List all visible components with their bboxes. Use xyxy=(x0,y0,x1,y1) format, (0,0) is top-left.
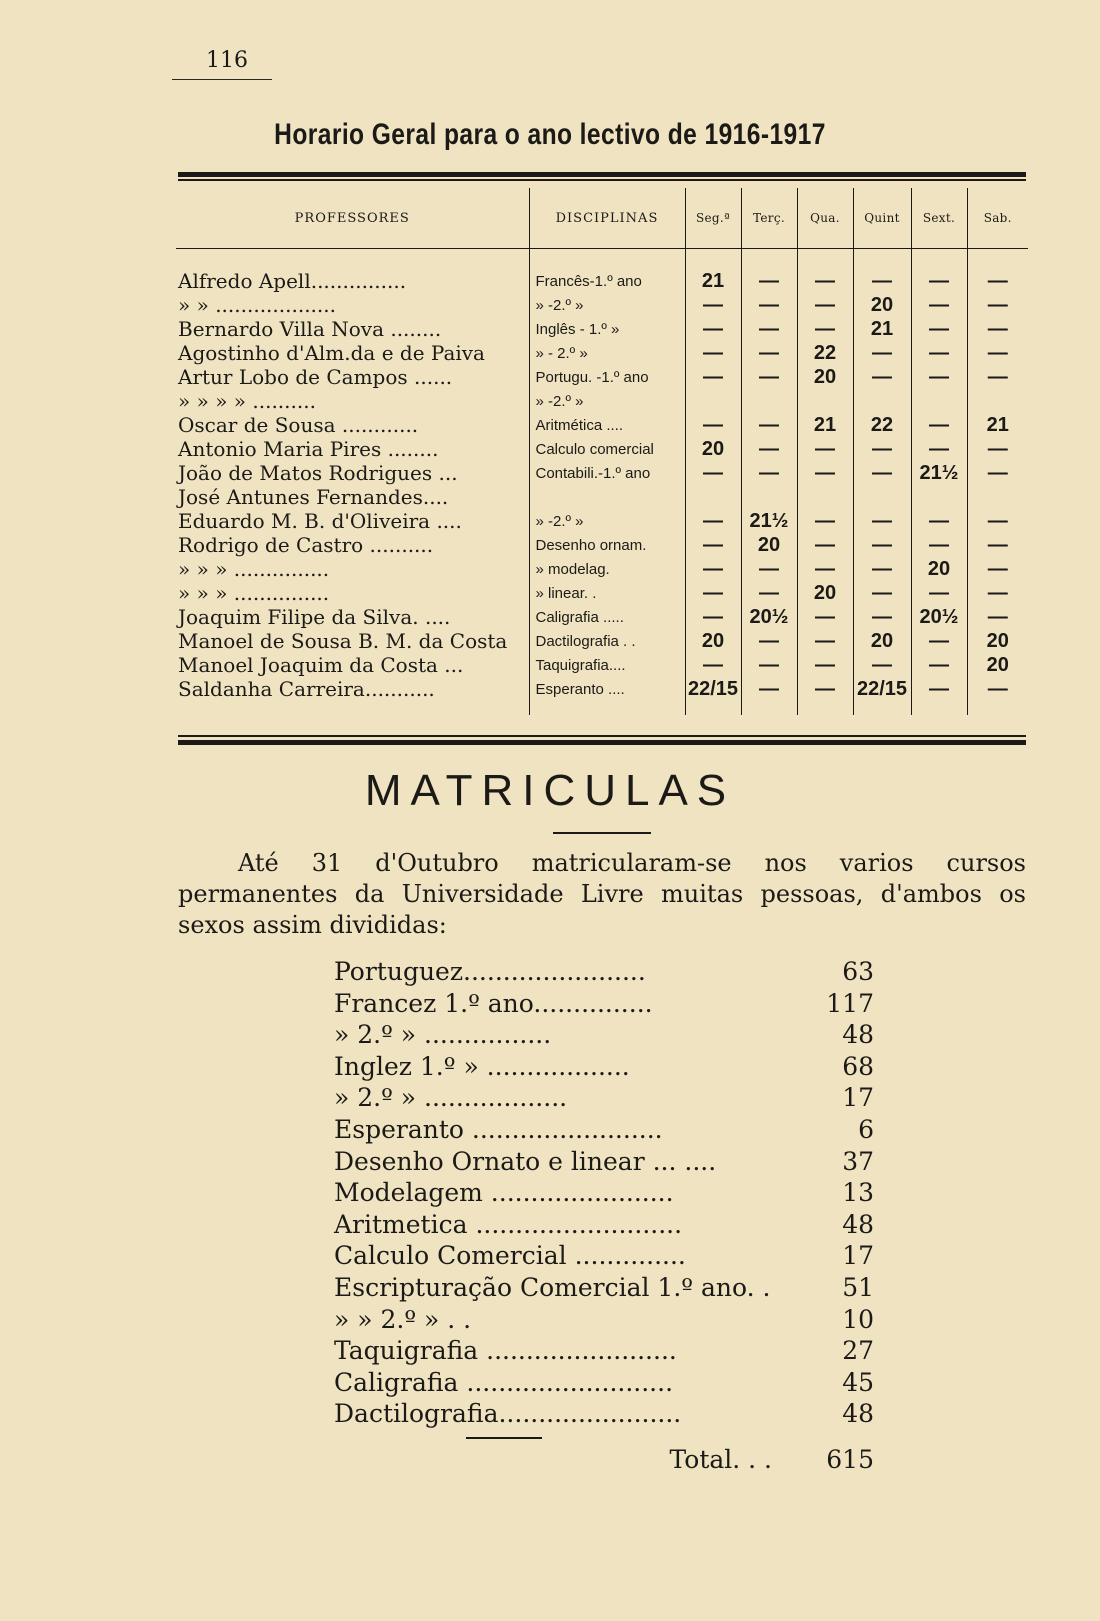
professor-name: Agostinho d'Alm.da e de Paiva xyxy=(178,341,485,365)
enrollment-count: 48 xyxy=(842,1399,874,1429)
enrollment-count: 117 xyxy=(826,988,874,1018)
schedule-hour-cell xyxy=(853,485,911,509)
discipline-name: Contabili.-1.º ano xyxy=(529,461,685,485)
enrollment-count: 13 xyxy=(842,1178,874,1208)
total-rule xyxy=(466,1437,542,1439)
schedule-row xyxy=(176,581,1028,605)
professor-name: Rodrigo de Castro .......... xyxy=(178,533,434,557)
course-name: Dactilografia....................... xyxy=(334,1399,682,1429)
professor-name: Saldanha Carreira........... xyxy=(178,677,435,701)
schedule-hour-cell: — xyxy=(685,341,741,365)
schedule-hour-cell: — xyxy=(967,365,1028,389)
discipline-name: Dactilografia . . xyxy=(529,629,685,653)
enrollment-row xyxy=(334,1304,874,1336)
professor-name: José Antunes Fernandes.... xyxy=(178,485,449,509)
page-number: 116 xyxy=(172,48,272,80)
schedule-hour-cell: 20 xyxy=(911,557,967,581)
professor-name: » » » ............... xyxy=(178,581,330,605)
schedule-body xyxy=(176,249,1028,716)
schedule-hour-cell: — xyxy=(853,653,911,677)
header-disciplinas: DISCIPLINAS xyxy=(529,188,685,249)
discipline-name: Francês-1.º ano xyxy=(529,249,685,294)
enrollment-row xyxy=(334,1398,874,1430)
course-name: Desenho Ornato e linear ... .... xyxy=(334,1146,717,1176)
schedule-hour-cell: 20½ xyxy=(911,605,967,629)
schedule-bottom-rule-thin xyxy=(178,735,1026,737)
course-name: Modelagem ....................... xyxy=(334,1178,674,1208)
enrollment-row xyxy=(334,1367,874,1399)
discipline-name: » -2.º » xyxy=(529,509,685,533)
enrollment-row xyxy=(334,956,874,988)
enrollment-count: 6 xyxy=(858,1114,874,1144)
schedule-title: Horario Geral para o ano lectivo de 1916-1917 xyxy=(274,118,826,151)
schedule-hour-cell: 21 xyxy=(797,413,853,437)
schedule-hour-cell: — xyxy=(967,437,1028,461)
enrollment-row xyxy=(334,1240,874,1272)
discipline-name: Esperanto .... xyxy=(529,677,685,715)
schedule-hour-cell: — xyxy=(685,533,741,557)
schedule-hour-cell: — xyxy=(967,317,1028,341)
discipline-name: » -2.º » xyxy=(529,389,685,413)
schedule-hour-cell: — xyxy=(741,437,797,461)
schedule-hour-cell: — xyxy=(741,341,797,365)
schedule-hour-cell: 22 xyxy=(797,341,853,365)
professor-name: Manoel de Sousa B. M. da Costa xyxy=(178,629,508,653)
enrollment-count: 45 xyxy=(842,1367,874,1397)
schedule-hour-cell: — xyxy=(967,293,1028,317)
schedule-row xyxy=(176,653,1028,677)
header-day: Sab. xyxy=(967,188,1028,249)
schedule-hour-cell: 22/15 xyxy=(685,677,741,715)
enrollment-count: 37 xyxy=(842,1146,874,1176)
schedule-hour-cell: 20 xyxy=(967,653,1028,677)
enrollment-count: 63 xyxy=(842,957,874,986)
schedule-hour-cell: 20 xyxy=(685,437,741,461)
schedule-bottom-rule xyxy=(178,740,1026,745)
schedule-hour-cell: — xyxy=(741,317,797,341)
course-name: Calculo Comercial .............. xyxy=(334,1241,686,1271)
schedule-hour-cell: — xyxy=(911,653,967,677)
course-name: » 2.º » .................. xyxy=(334,1083,568,1113)
professor-name: Joaquim Filipe da Silva. .... xyxy=(178,605,451,629)
enrollment-row xyxy=(334,1082,874,1114)
schedule-hour-cell xyxy=(911,389,967,413)
schedule-hour-cell: 21½ xyxy=(741,509,797,533)
header-day: Qua. xyxy=(797,188,853,249)
enrollment-row xyxy=(334,1114,874,1146)
enrollment-count: 48 xyxy=(842,1209,874,1239)
schedule-hour-cell: — xyxy=(967,461,1028,485)
schedule-row xyxy=(176,557,1028,581)
schedule-hour-cell: — xyxy=(853,581,911,605)
schedule-hour-cell: — xyxy=(911,437,967,461)
schedule-hour-cell xyxy=(967,389,1028,413)
schedule-top-rule xyxy=(178,172,1026,177)
schedule-hour-cell: 22 xyxy=(853,413,911,437)
schedule-hour-cell: — xyxy=(741,557,797,581)
discipline-name: Caligrafia ..... xyxy=(529,605,685,629)
schedule-row xyxy=(176,365,1028,389)
schedule-hour-cell: 20 xyxy=(797,581,853,605)
schedule-hour-cell: — xyxy=(685,317,741,341)
professor-name: Antonio Maria Pires ........ xyxy=(178,437,439,461)
discipline-name: Portugu. -1.º ano xyxy=(529,365,685,389)
total-count: 615 xyxy=(826,1445,874,1474)
total-label: Total. . . xyxy=(669,1445,772,1474)
schedule-hour-cell: — xyxy=(911,413,967,437)
course-name: Portuguez....................... xyxy=(334,957,646,986)
schedule-hour-cell: 21 xyxy=(685,249,741,294)
discipline-name: Calculo comercial xyxy=(529,437,685,461)
schedule-hour-cell: — xyxy=(741,653,797,677)
schedule-row xyxy=(176,437,1028,461)
course-name: Caligrafia .......................... xyxy=(334,1367,674,1397)
schedule-hour-cell xyxy=(797,389,853,413)
schedule-hour-cell: — xyxy=(853,461,911,485)
schedule-hour-cell: — xyxy=(911,365,967,389)
schedule-hour-cell: — xyxy=(797,629,853,653)
schedule-hour-cell: — xyxy=(741,581,797,605)
schedule-header-row xyxy=(176,188,1028,249)
schedule-hour-cell: — xyxy=(853,437,911,461)
schedule-hour-cell: — xyxy=(911,629,967,653)
schedule-hour-cell: — xyxy=(911,293,967,317)
schedule-hour-cell: — xyxy=(967,557,1028,581)
header-professores: PROFESSORES xyxy=(176,188,529,249)
header-day: Terç. xyxy=(741,188,797,249)
schedule-hour-cell: 20 xyxy=(685,629,741,653)
schedule-hour-cell: — xyxy=(797,437,853,461)
course-name: Francez 1.º ano............... xyxy=(334,988,653,1018)
header-day: Sext. xyxy=(911,188,967,249)
schedule-hour-cell xyxy=(685,389,741,413)
enrollment-count: 68 xyxy=(842,1051,874,1081)
schedule-hour-cell: — xyxy=(797,533,853,557)
schedule-hour-cell: — xyxy=(797,293,853,317)
discipline-name: » - 2.º » xyxy=(529,341,685,365)
schedule-hour-cell: — xyxy=(853,249,911,294)
schedule-row xyxy=(176,413,1028,437)
schedule-hour-cell xyxy=(741,485,797,509)
schedule-hour-cell: — xyxy=(741,629,797,653)
discipline-name: Desenho ornam. xyxy=(529,533,685,557)
matriculas-title: MATRICULAS xyxy=(364,766,736,815)
schedule-hour-cell: — xyxy=(911,677,967,715)
enrollment-count: 17 xyxy=(842,1083,874,1113)
schedule-hour-cell: — xyxy=(911,317,967,341)
course-name: Inglez 1.º » .................. xyxy=(334,1051,630,1081)
discipline-name: Taquigrafia.... xyxy=(529,653,685,677)
schedule-hour-cell: — xyxy=(685,509,741,533)
schedule-row xyxy=(176,485,1028,509)
schedule-hour-cell: — xyxy=(967,249,1028,294)
schedule-hour-cell: — xyxy=(853,557,911,581)
schedule-hour-cell xyxy=(853,389,911,413)
enrollment-count: 51 xyxy=(842,1272,874,1302)
schedule-hour-cell: — xyxy=(797,605,853,629)
schedule-hour-cell: — xyxy=(911,509,967,533)
schedule-hour-cell: — xyxy=(741,365,797,389)
schedule-hour-cell: — xyxy=(967,605,1028,629)
professor-name: » » » ............... xyxy=(178,557,330,581)
enrollment-count: 48 xyxy=(842,1020,874,1050)
professor-name: Eduardo M. B. d'Oliveira .... xyxy=(178,509,462,533)
discipline-name: » linear. . xyxy=(529,581,685,605)
schedule-hour-cell: — xyxy=(911,581,967,605)
schedule-hour-cell xyxy=(741,389,797,413)
discipline-name: » modelag. xyxy=(529,557,685,581)
discipline-name xyxy=(529,485,685,509)
enrollment-row xyxy=(334,1209,874,1241)
schedule-hour-cell: 22/15 xyxy=(853,677,911,715)
header-day: Seg.ª xyxy=(685,188,741,249)
schedule-hour-cell: — xyxy=(685,365,741,389)
enrollment-list xyxy=(334,956,874,1430)
schedule-hour-cell: — xyxy=(911,533,967,557)
discipline-name: » -2.º » xyxy=(529,293,685,317)
schedule-hour-cell: — xyxy=(967,341,1028,365)
schedule-row xyxy=(176,605,1028,629)
schedule-hour-cell: 20 xyxy=(797,365,853,389)
course-name: » » 2.º » . . xyxy=(334,1304,472,1334)
schedule-hour-cell: — xyxy=(967,581,1028,605)
schedule-hour-cell: — xyxy=(797,249,853,294)
professor-name: Alfredo Apell............... xyxy=(178,269,407,293)
enrollment-row xyxy=(334,1335,874,1367)
course-name: Escripturação Comercial 1.º ano. . xyxy=(334,1272,771,1302)
schedule-hour-cell: — xyxy=(685,413,741,437)
schedule-hour-cell xyxy=(685,485,741,509)
schedule-row xyxy=(176,317,1028,341)
schedule-hour-cell xyxy=(797,485,853,509)
schedule-hour-cell: — xyxy=(741,249,797,294)
schedule-hour-cell: 21 xyxy=(853,317,911,341)
schedule-row xyxy=(176,341,1028,365)
schedule-hour-cell: — xyxy=(797,557,853,581)
professor-name: Manoel Joaquim da Costa ... xyxy=(178,653,464,677)
schedule-row xyxy=(176,249,1028,294)
course-name: Taquigrafia ........................ xyxy=(334,1336,677,1366)
enrollment-row xyxy=(334,1272,874,1304)
schedule-hour-cell: — xyxy=(685,605,741,629)
header-day: Quint xyxy=(853,188,911,249)
schedule-hour-cell: — xyxy=(741,461,797,485)
schedule-hour-cell: 20 xyxy=(853,629,911,653)
schedule-row xyxy=(176,629,1028,653)
schedule-hour-cell: — xyxy=(685,581,741,605)
schedule-hour-cell: — xyxy=(741,677,797,715)
course-name: » 2.º » ................ xyxy=(334,1020,552,1050)
schedule-hour-cell: — xyxy=(853,533,911,557)
enrollment-row xyxy=(334,1019,874,1051)
schedule-hour-cell: — xyxy=(853,605,911,629)
schedule-hour-cell: — xyxy=(797,317,853,341)
enrollment-count: 27 xyxy=(842,1336,874,1366)
schedule-row xyxy=(176,677,1028,715)
schedule-top-rule-thin xyxy=(178,179,1026,181)
schedule-hour-cell xyxy=(911,485,967,509)
schedule-hour-cell: 21 xyxy=(967,413,1028,437)
schedule-hour-cell: — xyxy=(797,509,853,533)
schedule-hour-cell: — xyxy=(685,293,741,317)
professor-name: Oscar de Sousa ............ xyxy=(178,413,419,437)
enrollment-row xyxy=(334,1177,874,1209)
total-row xyxy=(334,1444,874,1476)
schedule-row xyxy=(176,509,1028,533)
schedule-hour-cell: — xyxy=(967,533,1028,557)
schedule-hour-cell: — xyxy=(911,341,967,365)
schedule-row xyxy=(176,461,1028,485)
schedule-hour-cell: — xyxy=(853,341,911,365)
schedule-hour-cell: 20 xyxy=(853,293,911,317)
schedule-hour-cell: 21½ xyxy=(911,461,967,485)
schedule-row xyxy=(176,293,1028,317)
schedule-hour-cell: — xyxy=(797,677,853,715)
schedule-hour-cell: 20½ xyxy=(741,605,797,629)
discipline-name: Inglês - 1.º » xyxy=(529,317,685,341)
professor-name: Artur Lobo de Campos ...... xyxy=(178,365,453,389)
schedule-hour-cell: 20 xyxy=(741,533,797,557)
course-name: Aritmetica .......................... xyxy=(334,1209,683,1239)
schedule-hour-cell: — xyxy=(685,653,741,677)
schedule-row xyxy=(176,533,1028,557)
course-name: Esperanto ........................ xyxy=(334,1114,663,1144)
schedule-hour-cell: — xyxy=(797,653,853,677)
enrollment-count: 10 xyxy=(842,1304,874,1334)
schedule-hour-cell: — xyxy=(741,413,797,437)
schedule-row xyxy=(176,389,1028,413)
matriculas-title-rule xyxy=(553,832,651,834)
schedule-hour-cell: — xyxy=(967,509,1028,533)
schedule-hour-cell: — xyxy=(853,365,911,389)
professor-name: » » ................... xyxy=(178,293,336,317)
professor-name: João de Matos Rodrigues ... xyxy=(178,461,458,485)
enrollment-row xyxy=(334,988,874,1020)
schedule-hour-cell: 20 xyxy=(967,629,1028,653)
discipline-name: Aritmética .... xyxy=(529,413,685,437)
professor-name: » » » » .......... xyxy=(178,389,316,413)
schedule-hour-cell: — xyxy=(911,249,967,294)
professor-name: Bernardo Villa Nova ........ xyxy=(178,317,442,341)
schedule-table xyxy=(176,188,1028,715)
schedule-hour-cell: — xyxy=(853,509,911,533)
enrollment-row xyxy=(334,1051,874,1083)
schedule-hour-cell xyxy=(967,485,1028,509)
enrollment-row xyxy=(334,1146,874,1178)
schedule-hour-cell: — xyxy=(741,293,797,317)
schedule-hour-cell: — xyxy=(967,677,1028,715)
schedule-hour-cell: — xyxy=(685,461,741,485)
schedule-hour-cell: — xyxy=(685,557,741,581)
matriculas-intro: Até 31 d'Outubro matricularam-se nos varios cursos permanentes da Universidade Livre muitas pessoas, d'ambos os sexos assim divididas: xyxy=(178,849,1026,939)
schedule-hour-cell: — xyxy=(797,461,853,485)
enrollment-count: 17 xyxy=(842,1241,874,1271)
